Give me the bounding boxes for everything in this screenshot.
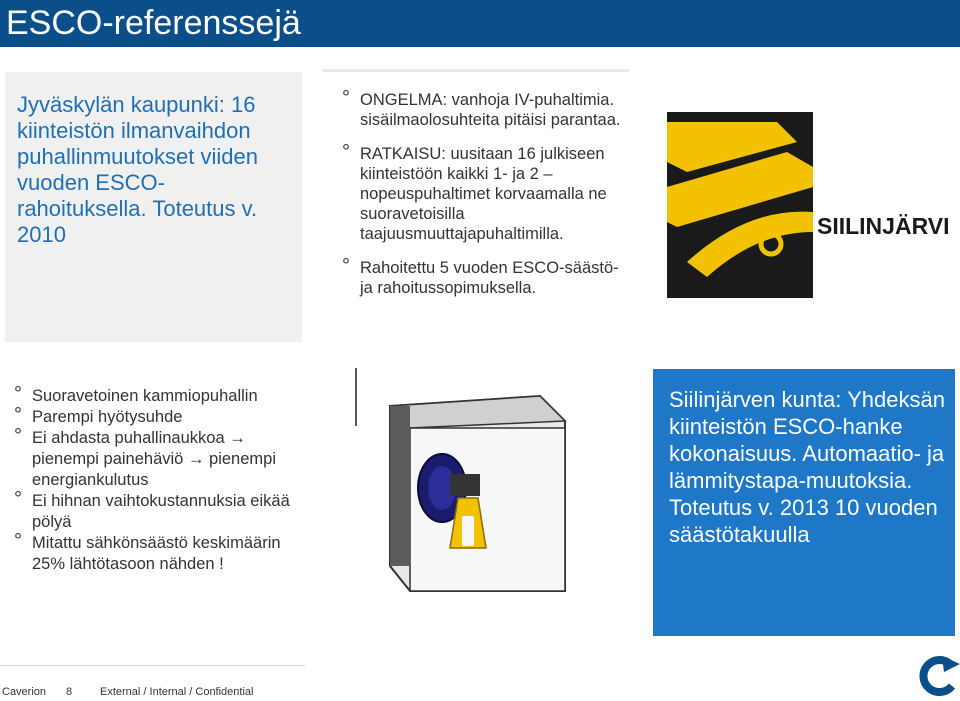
caverion-logo-icon [916, 654, 960, 698]
footer-classification: External / Internal / Confidential [100, 686, 254, 698]
list-item: ° RATKAISU: uusitaan 16 julkiseen kiinteistöön kaikki 1- ja 2 –nopeuspuhaltimet korvaamalla ne suoravetoisilla taajuusmuuttajapuhaltimilla. [340, 144, 626, 244]
reference-jyvaskyla-text: Jyväskylän kaupunki: 16 kiinteistön ilmanvaihdon puhallinmuutokset viiden vuoden ESCO-rahoituksella. Toteutus v. 2010 [17, 92, 258, 247]
title-bar [0, 0, 960, 47]
list-item: ° Ei hihnan vaihtokustannuksia eikää pölyä [12, 491, 312, 533]
list-item: ° ONGELMA: vanhoja IV-puhaltimia. sisäilmaolosuhteita pitäisi parantaa. [340, 90, 626, 130]
logo-wordmark: SIILINJÄRVI [817, 213, 950, 239]
siilinjarvi-logo [667, 112, 960, 298]
list-item: ° Suoravetoinen kammiopuhallin [12, 386, 312, 407]
fan-benefits-list [12, 386, 312, 575]
problem-solution-box [322, 72, 629, 342]
motor [450, 474, 480, 496]
footer-page-number: 8 [66, 686, 73, 698]
list-item: ° Parempi hyötysuhde [12, 407, 312, 428]
reference-jyvaskyla-box [5, 72, 302, 342]
footer-divider [0, 665, 305, 666]
problem-solution-list [340, 90, 626, 312]
list-item: ° Rahoitettu 5 vuoden ESCO-säästö- ja rahoitussopimuksella. [340, 258, 626, 298]
fan-chamber-illustration [350, 366, 610, 598]
reference-siilinjarvi-text: Siilinjärven kunta: Yhdeksän kiinteistön ESCO-hanke kokonaisuus. Automaatio- ja lämmitystapa-muutoksia. Toteutus v. 2013 10 vuoden säästötakuulla [669, 387, 945, 547]
footer-company: Caverion [2, 686, 47, 698]
list-item: ° Mitattu sähkönsäästö keskimäärin 25% lähtötasoon nähden ! [12, 533, 312, 575]
page-title: ESCO-referenssejä [6, 4, 301, 42]
list-item: ° Ei ahdasta puhallinaukkoa → pienempi painehäviö → pienempi energiankulutus [12, 428, 312, 491]
reference-siilinjarvi-box [653, 369, 955, 636]
